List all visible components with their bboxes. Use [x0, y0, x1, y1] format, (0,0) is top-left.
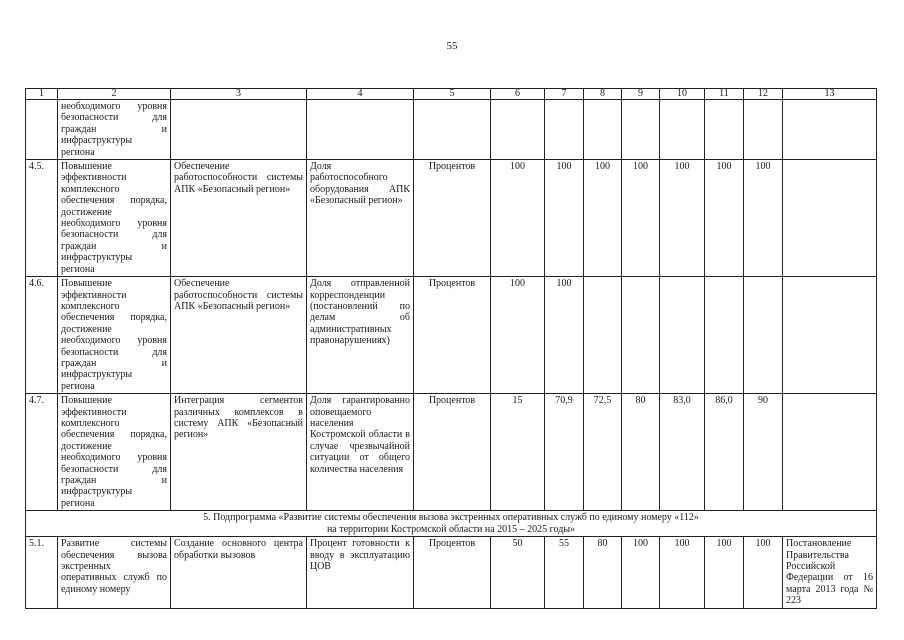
value-cell: 100: [705, 537, 744, 608]
value-cell: [622, 100, 660, 160]
column-number-cell: 11: [705, 89, 744, 100]
value-cell: 15: [491, 394, 545, 511]
indicator-cell: Процент готовности к вводу в эксплуатацию ЦОВ: [307, 537, 414, 608]
value-cell: 100: [491, 160, 545, 277]
value-cell: 90: [744, 394, 783, 511]
unit-cell: Процентов: [414, 277, 491, 394]
section-heading-line-1: 5. Подпрограмма «Развитие системы обеспечения вызова экстренных оперативных служб по единому номеру «112»: [203, 512, 699, 524]
indicator-cell: Доля работоспособного оборудования АПК «Безопасный регион»: [307, 160, 414, 277]
value-cell: [545, 100, 584, 160]
value-cell: [744, 100, 783, 160]
section-heading: [26, 511, 877, 537]
indicators-table: [25, 88, 877, 609]
goal-cell: Повышение эффективности комплексного обеспечения порядка, достижение необходимого уровня безопасности для граждан и инфраструктуры региона: [58, 277, 171, 394]
action-cell: Обеспечение работоспособности системы АПК «Безопасный регион»: [171, 160, 307, 277]
column-number-cell: 12: [744, 89, 783, 100]
value-cell: [744, 277, 783, 394]
indicator-cell: Доля отправленной корреспонденции (постановлений по делам об административных правонарушениях): [307, 277, 414, 394]
value-cell: [660, 100, 705, 160]
section-heading-row: [26, 511, 877, 537]
goal-cell: Повышение эффективности комплексного обеспечения порядка, достижение необходимого уровня безопасности для граждан и инфраструктуры региона: [58, 394, 171, 511]
value-cell: 100: [584, 160, 622, 277]
page-number: 55: [446, 40, 458, 52]
table-row: [26, 100, 877, 160]
value-cell: 72,5: [584, 394, 622, 511]
value-cell: [705, 100, 744, 160]
row-number: 5.1.: [26, 537, 58, 608]
column-number-cell: 8: [584, 89, 622, 100]
basis-cell: [783, 100, 877, 160]
value-cell: 100: [491, 277, 545, 394]
value-cell: 80: [584, 537, 622, 608]
value-cell: 100: [622, 160, 660, 277]
value-cell: 55: [545, 537, 584, 608]
column-number-cell: 7: [545, 89, 584, 100]
unit-cell: [414, 100, 491, 160]
table-row: [26, 394, 877, 511]
table-row: [26, 160, 877, 277]
column-number-cell: 2: [58, 89, 171, 100]
value-cell: 80: [622, 394, 660, 511]
value-cell: 100: [660, 537, 705, 608]
column-number-row: [26, 89, 877, 100]
row-number: 4.6.: [26, 277, 58, 394]
basis-cell: [783, 277, 877, 394]
goal-cell: Развитие системы обеспечения вызова экстренных оперативных служб по единому номеру: [58, 537, 171, 608]
unit-cell: Процентов: [414, 160, 491, 277]
value-cell: [584, 100, 622, 160]
column-number-cell: 1: [26, 89, 58, 100]
section-heading-line-2: на территории Костромской области на 2015 – 2025 годы»: [326, 523, 576, 535]
value-cell: 100: [545, 160, 584, 277]
basis-cell: [783, 394, 877, 511]
value-cell: [705, 277, 744, 394]
action-cell: [171, 100, 307, 160]
value-cell: 100: [744, 537, 783, 608]
value-cell: 100: [545, 277, 584, 394]
column-number-cell: 13: [783, 89, 877, 100]
basis-cell: [783, 160, 877, 277]
row-number: 4.5.: [26, 160, 58, 277]
table-row: [26, 537, 877, 608]
action-cell: Обеспечение работоспособности системы АПК «Безопасный регион»: [171, 277, 307, 394]
value-cell: [491, 100, 545, 160]
value-cell: [584, 277, 622, 394]
column-number-cell: 10: [660, 89, 705, 100]
value-cell: 100: [622, 537, 660, 608]
value-cell: 50: [491, 537, 545, 608]
goal-cell: необходимого уровня безопасности для граждан и инфраструктуры региона: [58, 100, 171, 160]
value-cell: 100: [744, 160, 783, 277]
unit-cell: Процентов: [414, 394, 491, 511]
value-cell: [660, 277, 705, 394]
row-number: 4.7.: [26, 394, 58, 511]
value-cell: 83,0: [660, 394, 705, 511]
value-cell: 100: [660, 160, 705, 277]
column-number-cell: 3: [171, 89, 307, 100]
basis-cell: Постановление Правительства Российской Федерации от 16 марта 2013 года № 223: [783, 537, 877, 608]
column-number-cell: 4: [307, 89, 414, 100]
unit-cell: Процентов: [414, 537, 491, 608]
value-cell: 86,0: [705, 394, 744, 511]
value-cell: 70,9: [545, 394, 584, 511]
indicator-cell: [307, 100, 414, 160]
value-cell: 100: [705, 160, 744, 277]
value-cell: [622, 277, 660, 394]
column-number-cell: 5: [414, 89, 491, 100]
column-number-cell: 6: [491, 89, 545, 100]
column-number-cell: 9: [622, 89, 660, 100]
action-cell: Интеграция сегментов различных комплексов в систему АПК «Безопасный регион»: [171, 394, 307, 511]
indicator-cell: Доля гарантированно оповещаемого населения Костромской области в случае чрезвычайной ситуации от общего количества населения: [307, 394, 414, 511]
row-number: [26, 100, 58, 160]
action-cell: Создание основного центра обработки вызовов: [171, 537, 307, 608]
table-row: [26, 277, 877, 394]
goal-cell: Повышение эффективности комплексного обеспечения порядка, достижение необходимого уровня безопасности для граждан и инфраструктуры региона: [58, 160, 171, 277]
